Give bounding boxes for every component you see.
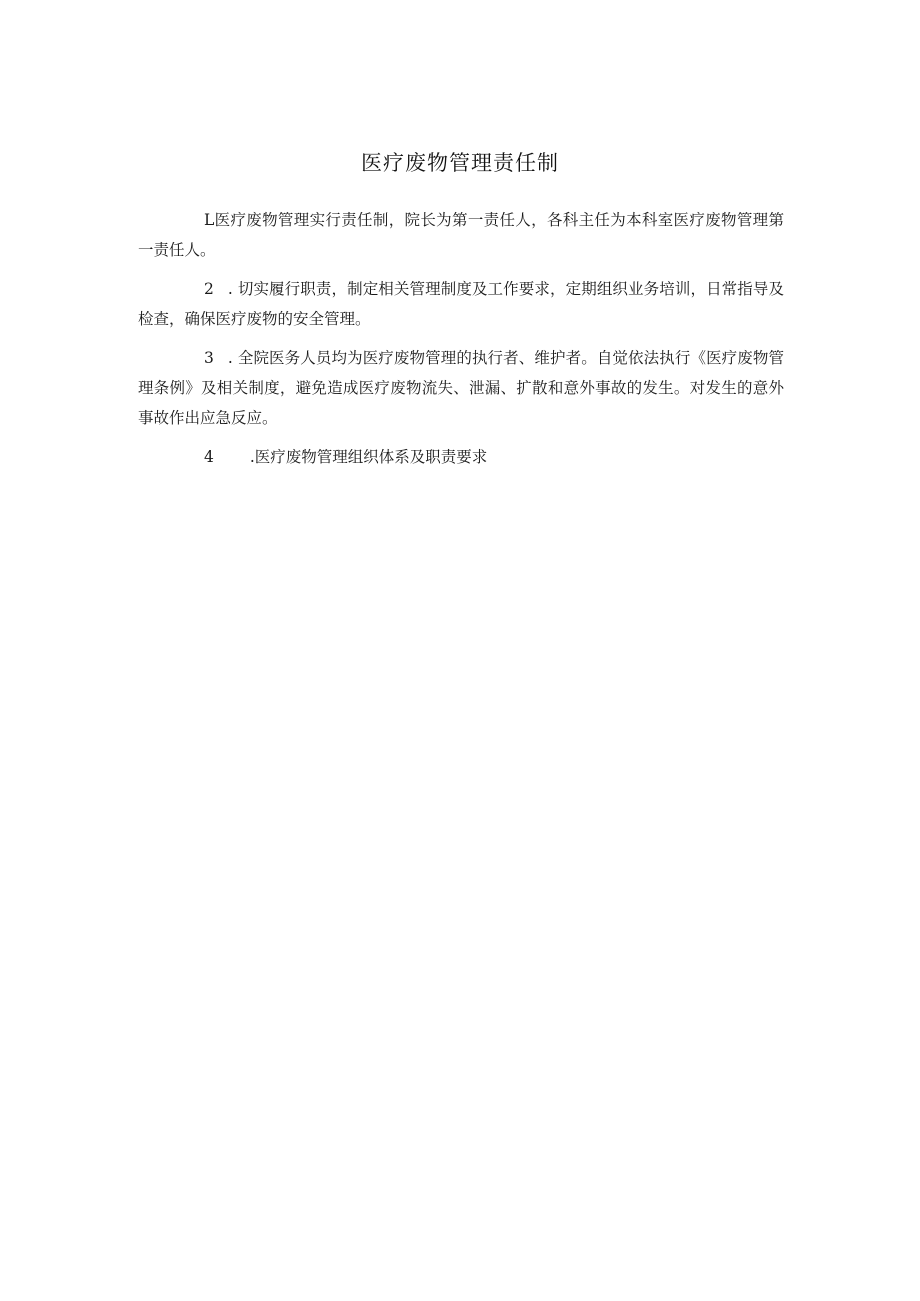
paragraph-4: [138, 442, 784, 472]
paragraph-1: [138, 205, 784, 265]
document-title: 医疗废物管理责任制: [361, 151, 559, 175]
paragraph-number: L: [204, 211, 215, 229]
paragraph-text: . 切实履行职责，制定相关管理制度及工作要求，定期组织业务培训，日常指导及检查，确保医疗废物的安全管理。: [138, 280, 784, 328]
document-body: [138, 205, 784, 481]
paragraph-number: 2: [204, 280, 214, 298]
paragraph-number: 4: [204, 448, 214, 466]
paragraph-text: .医疗废物管理组织体系及职责要求: [249, 448, 488, 466]
paragraph-3: [138, 343, 784, 433]
paragraph-number: 3: [204, 349, 214, 367]
paragraph-2: [138, 274, 784, 334]
paragraph-text: 医疗废物管理实行责任制，院长为第一责任人，各科主任为本科室医疗废物管理第一责任人。: [138, 211, 784, 259]
paragraph-text: . 全院医务人员均为医疗废物管理的执行者、维护者。自觉依法执行《医疗废物管理条例》及相关制度，避免造成医疗废物流失、泄漏、扩散和意外事故的发生。对发生的意外事故作出应急反应。: [138, 349, 784, 427]
